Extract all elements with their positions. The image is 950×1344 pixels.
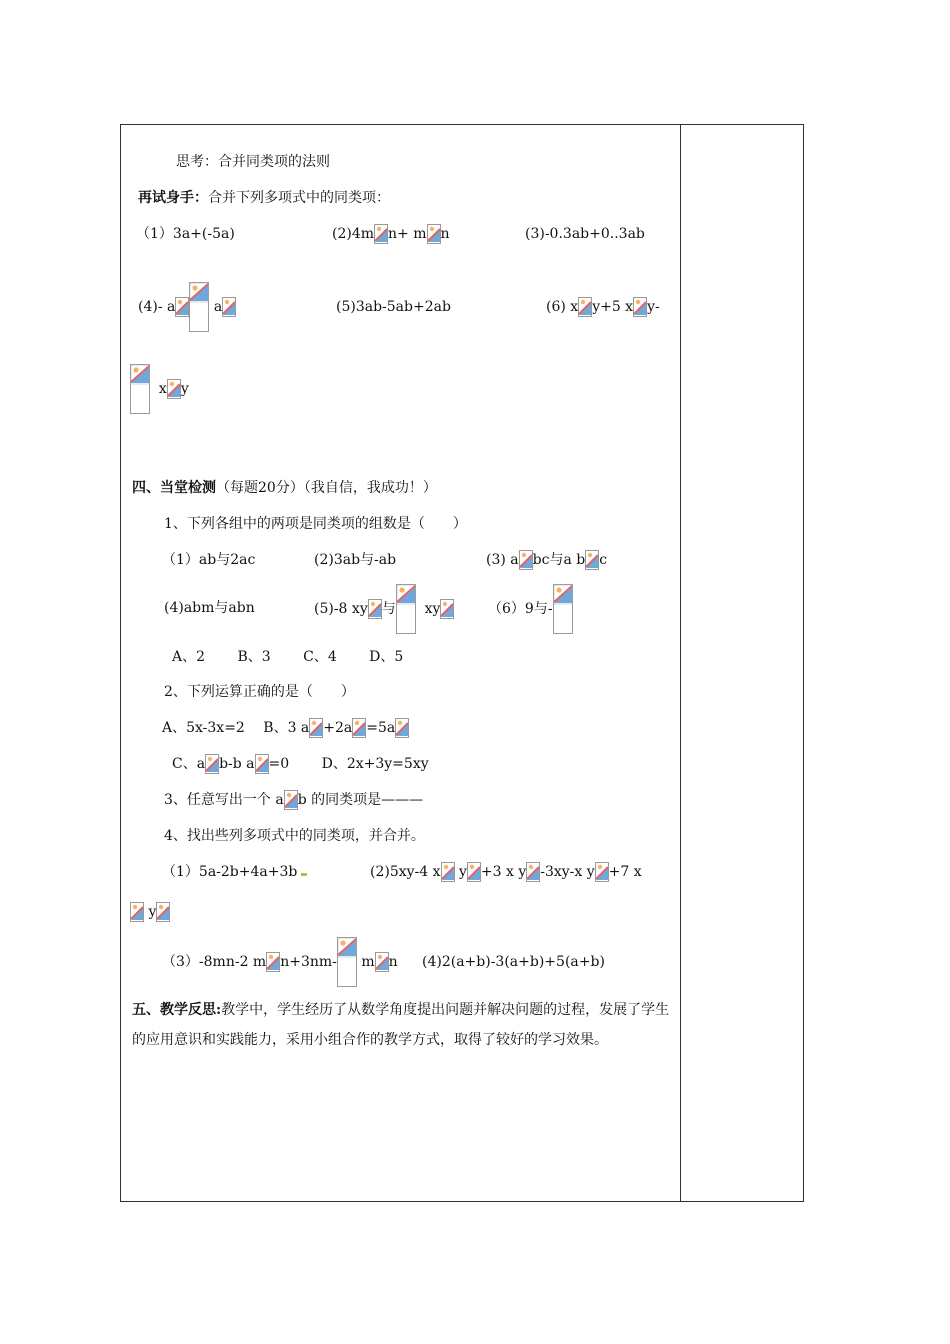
formula-image-icon: [440, 599, 454, 619]
q4-item-3-part: （3）-8mn-2 m: [162, 954, 267, 970]
q4-item-2-part: y: [144, 904, 157, 920]
q2-part: =5a: [366, 720, 396, 736]
question-3: [164, 790, 423, 810]
q2-options-ab: [162, 718, 409, 738]
problem-6-cont: [130, 364, 189, 414]
formula-image-icon: [130, 902, 144, 922]
problem-4-part: (4)- a: [138, 299, 176, 315]
problem-2: [332, 224, 450, 244]
formula-image-icon: [595, 862, 609, 882]
question-4: 4、找出些列多项式中的同类项，并合并。: [164, 828, 425, 844]
problem-5: (5)3ab-5ab+2ab: [336, 299, 451, 315]
formula-image-icon: [467, 862, 481, 882]
formula-image-icon: [255, 754, 269, 774]
q4-item-2: [370, 862, 642, 882]
q2-part: +2a: [323, 720, 353, 736]
try-heading: 再试身手：: [138, 190, 208, 206]
q4-item-3-part: m: [356, 954, 375, 970]
fraction-image-icon: [337, 937, 357, 987]
q2-options-cd: [172, 754, 429, 774]
formula-image-icon: [578, 297, 592, 317]
section5-text: 教学中，学生经历了从数学角度提出问题并解决问题的过程，发展了学生的应用意识和实践能力，采用小组合作的教学方式，取得了较好的学习效果。: [132, 1002, 670, 1048]
problem-2-part: n: [440, 226, 450, 242]
problem-4-part: a: [213, 299, 223, 315]
try-text: 合并下列多项式中的同类项：: [208, 190, 390, 206]
q1-item-6-part: （6）9与-: [488, 601, 553, 617]
section4-heading: 四、当堂检测: [132, 480, 216, 496]
think-line: 思考：合并同类项的法则: [176, 154, 330, 170]
problem-3: (3)-0.3ab+0..3ab: [525, 226, 645, 242]
q2-part: C、a: [172, 756, 206, 772]
q1-item-6: [488, 584, 573, 634]
q1-item-5: [314, 584, 454, 634]
q4-item-2-part: -3xy-x y: [540, 864, 595, 880]
formula-image-icon: [352, 718, 366, 738]
fraction-image-icon: [396, 584, 416, 634]
problem-1: （1）3a+(-5a): [136, 226, 235, 242]
q1-item-3-part: c: [599, 552, 608, 568]
q1-item-1: （1）ab与2ac: [162, 552, 256, 568]
table-column-divider: [680, 124, 681, 1202]
section4-title: [132, 478, 437, 498]
problem-6-part: x: [158, 381, 167, 397]
formula-image-icon: [266, 952, 280, 972]
q4-item-3-part: n: [388, 954, 398, 970]
formula-image-icon: [175, 297, 189, 317]
formula-image-icon: [284, 790, 298, 810]
q4-item-2-part: y: [454, 864, 467, 880]
section4-subtitle: （每题20分）（我自信，我成功！）: [216, 480, 437, 496]
section5-heading: 五、教学反思:: [132, 1002, 222, 1018]
q4-item-4: (4)2(a+b)-3(a+b)+5(a+b): [422, 954, 605, 970]
formula-image-icon: [222, 297, 236, 317]
q1-item-4: (4)abm与abn: [164, 600, 255, 616]
q2-part: =0 D、2x+3y=5xy: [268, 756, 429, 772]
q1-item-5-part: 与: [381, 601, 396, 617]
problem-2-part: n+ m: [388, 226, 427, 242]
q4-item-2-part: +7 x: [608, 864, 642, 880]
q4-item-2-cont: [130, 902, 170, 922]
q2-part: b-b a: [219, 756, 255, 772]
q3-part: b 的同类项是———: [297, 792, 424, 808]
q4-item-2-part: +3 x y: [480, 864, 527, 880]
section5-reflection: [132, 995, 672, 1055]
fraction-image-icon: [553, 584, 573, 634]
formula-image-icon: [585, 550, 599, 570]
problem-6-part: y+5 x: [592, 299, 634, 315]
q2-part: A、5x-3x=2 B、3 a: [162, 720, 310, 736]
small-mark-icon: [301, 873, 307, 876]
q4-item-3-part: n+3nm-: [280, 954, 337, 970]
problem-6-part: (6) x: [546, 299, 579, 315]
formula-image-icon: [309, 718, 323, 738]
q1-item-3-part: bc与a b: [532, 552, 586, 568]
q1-item-3: [486, 550, 607, 570]
q4-item-1-text: （1）5a-2b+4a+3b: [162, 864, 298, 880]
q1-item-2: (2)3ab与-ab: [314, 552, 397, 568]
formula-image-icon: [375, 952, 389, 972]
problem-6-part: y-: [647, 299, 660, 315]
q1-options: A、2 B、3 C、4 D、5: [172, 649, 404, 665]
q1-item-5-part: xy: [424, 601, 441, 617]
problem-6: [546, 297, 660, 317]
fraction-image-icon: [130, 364, 150, 414]
formula-image-icon: [633, 297, 647, 317]
problem-6-part: y: [180, 381, 189, 397]
formula-image-icon: [374, 224, 388, 244]
formula-image-icon: [156, 902, 170, 922]
question-2: 2、下列运算正确的是（ ）: [164, 684, 355, 700]
q1-item-5-part: (5)-8 xy: [314, 601, 368, 617]
try-line: [138, 188, 390, 208]
problem-2-part: (2)4m: [332, 226, 375, 242]
question-1: 1、下列各组中的两项是同类项的组数是（ ）: [164, 516, 467, 532]
formula-image-icon: [441, 862, 455, 882]
formula-image-icon: [167, 379, 181, 399]
q3-part: 3、任意写出一个 a: [164, 792, 284, 808]
formula-image-icon: [395, 718, 409, 738]
formula-image-icon: [368, 599, 382, 619]
q4-item-1: [162, 862, 307, 882]
q1-item-3-part: (3) a: [486, 552, 519, 568]
formula-image-icon: [519, 550, 533, 570]
q4-item-3: [162, 937, 398, 987]
q4-item-2-part: (2)5xy-4 x: [370, 864, 441, 880]
problem-4: [138, 282, 236, 332]
fraction-image-icon: [189, 282, 209, 332]
formula-image-icon: [526, 862, 540, 882]
formula-image-icon: [427, 224, 441, 244]
formula-image-icon: [205, 754, 219, 774]
